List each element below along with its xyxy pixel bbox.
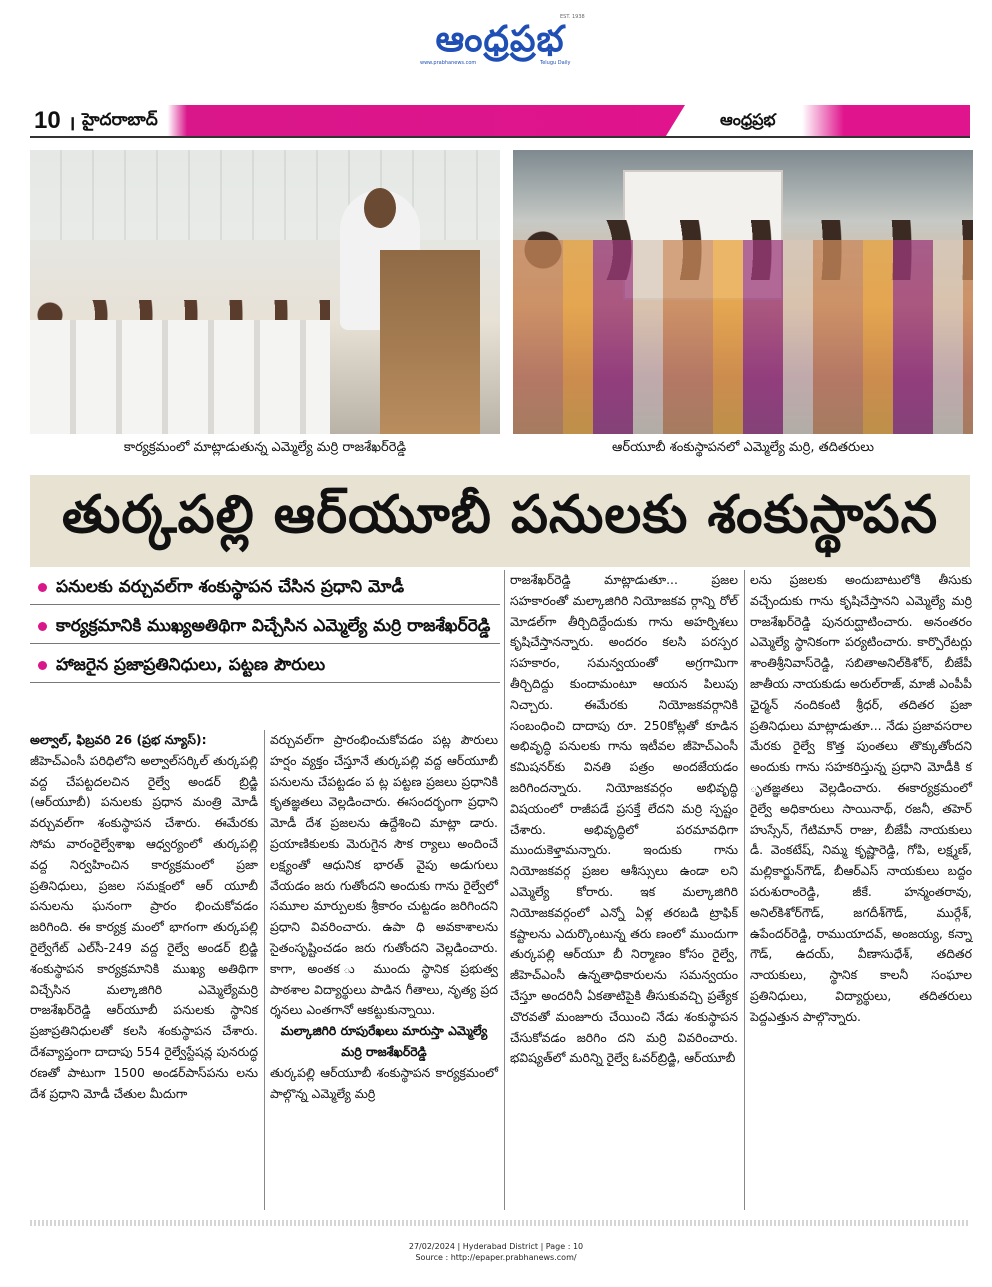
- masthead: [0, 0, 992, 92]
- article-column-1: [30, 730, 258, 1104]
- crowd-group: [513, 240, 973, 434]
- article-body-text: రాజశేఖర్‌రెడ్డి మాట్లాడుతూ... ప్రజల సహకారంతో మల్కాజిగిరి నియోజకవ ర్గాన్ని రోల్ మోడల్‌గా తీర్చిదిద్దేందుకు గాను అహర్నిశలు కృషిచేస్తానన్నారు. అందరం కలసి పరస్పర సహకారం, సమన్వయంతో అగ్రగామిగా తీర్చిదిద్దు కుందామంటూ ఆయన పిలుపు నిచ్చారు. ఈమేరకు నియోజకవర్గానికి సంబంధించి దాదాపు రూ. 250కోట్లతో కూడిన అభివృద్ధి పనులకు గాను ఇటీవల జీహెచ్‌ఎంసీ కమిషనర్‌కు వినతి పత్రం అందజేయడం జరిగిందన్నారు. నియోజకవర్గం అభివృద్ధి విషయంలో రాజీపడే ప్రసక్తే లేదని మర్రి స్పష్టం చేశారు. అభివృద్ధిలో పరమావధిగా ముందుకెళ్తామన్నారు. ఇందుకు గాను నియోజకవర్గ ప్రజల ఆశీస్సులు ఉండా లని ఎమ్మెల్యే కోరారు. ఇక మల్కాజిగిరి నియోజకవర్గంలో ఎన్నో ఏళ్ల తరబడి ట్రాఫిక్ కష్టాలను ఎదుర్కొంటున్న తరు ణంలో ముందుగా తుర్కపల్లి ఆర్‌యూ బీ నిర్మాణం కోసం రైల్వే, జీహెచ్‌ఎంసీ ఉన్నతాధికారులను సమన్వయం చేస్తూ అందరినీ ఏకతాటిపైకి తీసుకువచ్చి ప్రత్యేక చొరవతో మంజూరు చేయించి నేడు శంకుస్థాపన చేసుకోవడం జరిగిం దని మర్రి వివరించారు. భవిష్యత్‌లో మరిన్ని రైల్వే ఓవర్‌బ్రిడ్జి, ఆర్‌యూబీ: [510, 572, 738, 1066]
- bullet-text: కార్యక్రమానికి ముఖ్యఅతిథిగా విచ్చేసిన ఎమ్మెల్యే మర్రి రాజశేఖర్‌రెడ్డి: [56, 616, 491, 636]
- bullet-divider: [30, 604, 500, 605]
- page-footer: [0, 1241, 992, 1263]
- page-header-band: [30, 105, 970, 137]
- article-headline: తుర్కపల్లి ఆర్‌యూబీ పనులకు శంకుస్థాపన: [61, 484, 939, 545]
- article-column-4: [750, 570, 972, 1028]
- photo-caption-right: ఆర్‌యూబీ శంకుస్థాపనలో ఎమ్మెల్యే మర్రి, తదితరులు: [612, 440, 874, 455]
- photo-mla-speaking: [30, 150, 500, 434]
- seated-guests: [30, 320, 330, 434]
- highlight-bullets: [30, 572, 500, 689]
- page-brand-name: ఆంధ్రప్రభ: [720, 110, 776, 129]
- page-number: 10: [34, 107, 61, 134]
- footer-date-page: 27/02/2024 | Hyderabad District | Page : 10: [408, 1242, 584, 1251]
- page-section-city: హైదరాబాద్: [82, 110, 158, 130]
- headline-box: [30, 475, 970, 567]
- article-body-text: జీహెచ్‌ఎంసీ పరిధిలోని అల్వాల్‌సర్కిల్ తుర్కపల్లి వద్ద చేపట్టదలచిన రైల్వే అండర్ బ్రిడ్జి (ఆర్‌యూబీ) పనులకు ప్రధాన మంత్రి మోడీ వర్చువల్‌గా శంకుస్థాపన చేశారు. ఈమేరకు సోమ వారంరైల్వేశాఖ ఆధ్వర్యంలో తుర్కపల్లి వద్ద నిర్వహించిన కార్యక్రమంలో ప్రజా ప్రతినిధులు, ప్రజల సమక్షంలో ఆర్ యూబీ పనులను ఘనంగా ప్రారం భించుకోవడం జరిగింది. ఈ కార్యక్ర మంలో భాగంగా తుర్కపల్లి రైల్వేగేట్ ఎల్‌సీ-249 వద్ద రైల్వే అండర్ బ్రిడ్జి శంకుస్థాపన కార్యక్రమానికి ముఖ్య అతిథిగా విచ్చేసిన మల్కాజిగిరి ఎమ్మెల్యేమర్రి రాజశేఖర్‌రెడ్డి ఆర్‌యూబీ పనులకు స్థానిక ప్రజాప్రతినిధులతో కలసి శంకుస్థాపన చేశారు. దేశవ్యాప్తంగా దాదాపు 554 రైల్వేస్టేషన్ల పునరుద్ధ రణతో పాటుగా 1500 అండర్‌పాస్‌పను లను దేశ ప్రధాని మోడీ చేతుల మీదుగా: [30, 752, 258, 1101]
- photo-caption-left: కార్యక్రమంలో మాట్లాడుతున్న ఎమ్మెల్యే మర్రి రాజశేఖర్‌రెడ్డి: [123, 440, 407, 455]
- bullet-dot-icon: [38, 661, 47, 670]
- bullet-divider: [30, 682, 500, 683]
- article-subhead: మల్కాజిగిరి రూపురేఖలు మారుస్తా ఎమ్మెల్యే మర్రి రాజశేఖర్‌రెడ్డి: [280, 1023, 488, 1059]
- article-column-3: [510, 570, 738, 1069]
- newspaper-logo[interactable]: ఆంధ్రప్రభ: [435, 17, 565, 60]
- bullet-item: [30, 611, 500, 641]
- article-dateline: అల్వాల్, ఫిబ్రవరి 26 (ప్రభ న్యూస్):: [30, 732, 207, 747]
- band-divider: [30, 136, 970, 138]
- page-separator: ।: [68, 111, 76, 135]
- bullet-divider: [30, 643, 500, 644]
- article-body-text: వర్చువల్‌గా ప్రారంభించుకోవడం పట్ల పౌరులు హర్షం వ్యక్తం చేస్తూనే తుర్కపల్లి వద్ద ఆర్‌యూబీ పనులను చేపట్టడం ప ట్ల పట్టణ ప్రజలు ప్రధానికి కృతజ్ఞతలు వెల్లడించారు. ఈసందర్భంగా ప్రధాని మోడీ దేశ ప్రజలను ఉద్దేశించి మాట్లా డారు. ప్రయాణికులకు మెరుగైన సౌక ర్యాలు అందించే లక్ష్యంతో ఆధునిక భారత్ వైపు అడుగులు వేయడం జరు గుతోందని అందుకు గాను రైల్వేలో సమూల మార్పులకు శ్రీకారం చుట్టడం జరిగిందని ప్రధాని వివరించారు. ఉపా ధి అవకాశాలను సైతంసృష్టించడం జరు గుతోందని వెల్లడించారు. కాగా, అంతక ు ముందు స్థానిక ప్రభుత్వ పాఠశాల విద్యార్థులు పాడిన గీతాలు, నృత్య ప్రద ర్శనలు ఎంతగానో ఆకట్టుకున్నాయి.: [270, 732, 498, 1018]
- article-column-2: [270, 730, 498, 1104]
- logo-subtext-right: Telugu Daily: [540, 60, 571, 66]
- bullet-dot-icon: [38, 583, 47, 592]
- bullet-item: [30, 572, 500, 602]
- article-body-text: లను ప్రజలకు అందుబాటులోకి తీసుకు వచ్చేందుకు గాను కృషిచేస్తానని ఎమ్మెల్యే మర్రి రాజశేఖర్‌రెడ్డి పునరుద్ఘాటించారు. అనంతరం ఎమ్మెల్యే స్థానికంగా పర్యటించారు. కార్పొరేటర్లు శాంతిశ్రీనివాస్‌రెడ్డి, సబితాఅనిల్‌కిశోర్, బీజేపీ జాతీయ నాయకుడు అరుల్‌రాజ్, మాజీ ఎంపీపీ ఛైర్మన్ నందికంటి శ్రీధర్, తదితర ప్రజా ప్రతినిధులు మాట్లాడుతూ... నేడు ప్రజావసరాల మేరకు రైల్వే కొత్త పుంతలు తొక్కుతోందని అందుకు గాను సహకరిస్తున్న ప్రధాని మోడీకి క ృతజ్ఞతలు వెల్లడించారు. ఈకార్యక్రమంలో రైల్వే అధికారులు సాయినాథ్, రజనీ, తహెర్ హుస్సేన్, గేటిమాన్ రాజు, బీజేపీ నాయకులు డీ. వెంకటేష్, నిమ్మ కృష్ణారెడ్డి, గోపి, లక్ష్మణ్, మల్లికార్జున్‌గౌడ్, బీఆర్‌ఎస్ నాయకులు బద్దం పరుశురాంరెడ్డి, జీకే. హన్మంతరావు, అనిల్‌కిశోర్‌గౌడ్, జగదీశ్‌గౌడ్, ముర్గేశ్, ఉపేందర్‌రెడ్డి, రాముయాదవ్, అంజయ్య, కన్నా గౌడ్, ఉదయ్, వీణాసుధేశ్, తదితర నాయకులు, స్థానిక కాలనీ సంఘాల ప్రతినిధులు, విద్యార్థులు, తదితరులు పెద్దఎత్తున పాల్గొన్నారు.: [750, 572, 972, 1024]
- column-rule: [744, 570, 745, 1210]
- podium: [380, 250, 480, 434]
- article-body-text: తుర్కపల్లి ఆర్‌యూబీ శంకుస్థాపన కార్యక్రమంలో పాల్గొన్న ఎమ్మెల్యే మర్రి: [270, 1064, 498, 1101]
- speaker-head: [364, 188, 396, 228]
- logo-est-text: EST. 1938: [560, 14, 585, 20]
- bullet-text: పనులకు వర్చువల్‌గా శంకుస్థాపన చేసిన ప్రధాని మోడీ: [56, 577, 405, 597]
- logo-subtext-left: www.prabhanews.com: [420, 60, 477, 66]
- bullet-text: హాజరైన ప్రజాప్రతినిధులు, పట్టణ పౌరులు: [56, 655, 326, 675]
- tent-canopy: [30, 150, 500, 240]
- bullet-dot-icon: [38, 622, 47, 631]
- column-rule: [504, 570, 505, 1210]
- photo-foundation-ceremony: [513, 150, 973, 434]
- column-rule: [264, 730, 265, 1210]
- bullet-item: [30, 650, 500, 680]
- footer-source-link[interactable]: Source : http://epaper.prabhanews.com/: [415, 1253, 577, 1262]
- page-bottom-border: [30, 1220, 970, 1226]
